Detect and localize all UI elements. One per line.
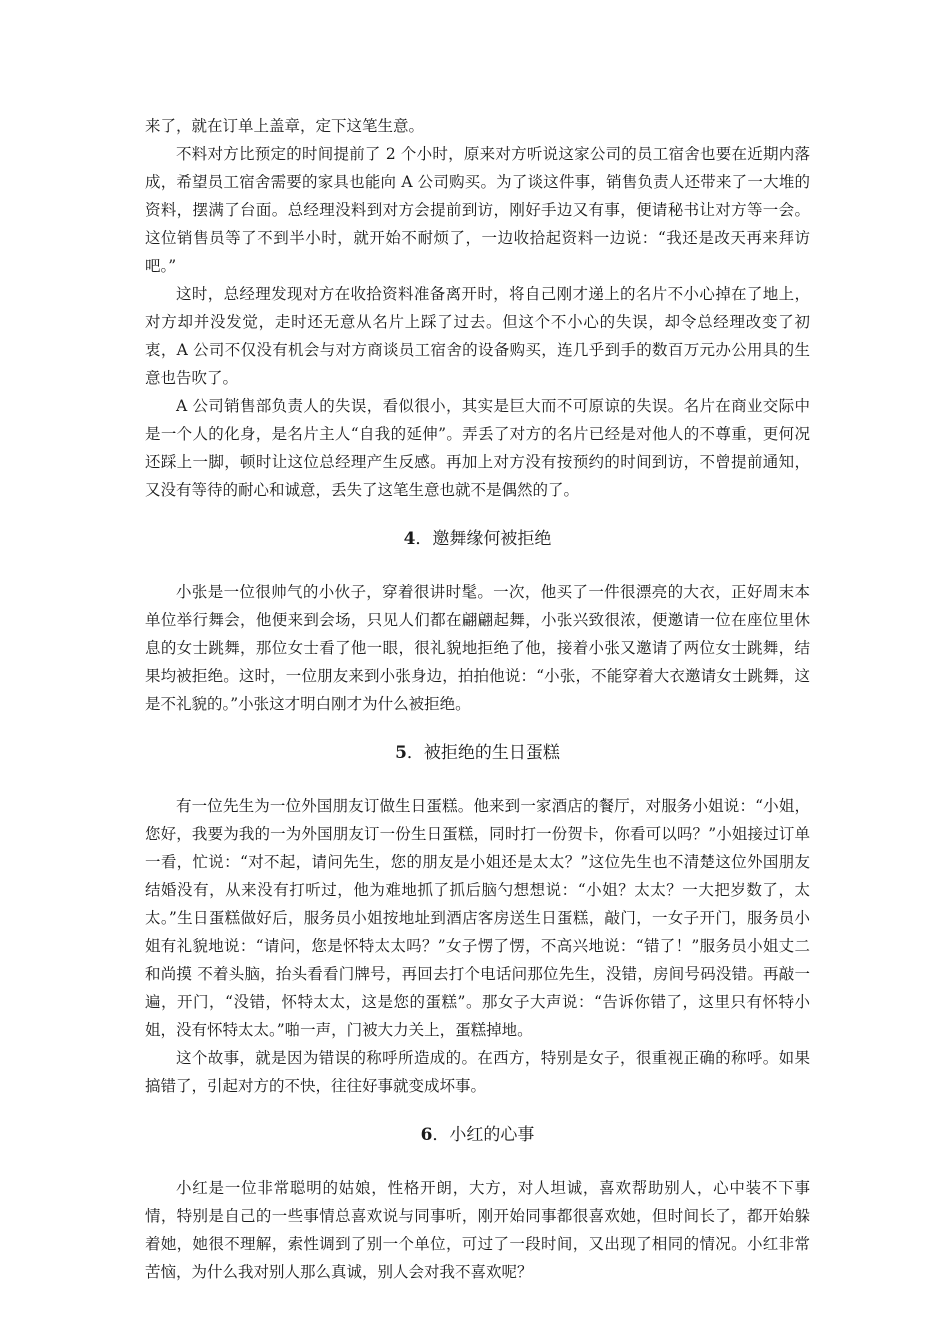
section-title-5: ．被拒绝的生日蛋糕	[406, 743, 560, 763]
paragraph-cake-lesson: 这个故事，就是因为错误的称呼所造成的。在西方，特别是女子，很重视正确的称呼。如果搞错了，引起对方的不快，往往好事就变成坏事。	[145, 1049, 810, 1095]
paragraph-dance-story: 小张是一位很帅气的小伙子，穿着很讲时髦。一次，他买了一件很漂亮的大衣，正好周末本单位举行舞会，他便来到会场，只见人们都在翩翩起舞，小张兴致很浓，便邀请一位在座位里休息的女士跳舞，那位女士看了他一眼，很礼貌地拒绝了他，接着小张又邀请了两位女士跳舞，结果均被拒绝。这时，一位朋友来到小张身边，拍拍他说：“小张，不能穿着大衣邀请女士跳舞，这是不礼貌的。”小张这才明白刚才为什么被拒绝。	[145, 583, 810, 713]
section-heading-6	[145, 1120, 810, 1150]
paragraph-business-card-dropped: 这时，总经理发现对方在收拾资料准备离开时，将自己刚才递上的名片不小心掉在了地上，对方却并没发觉，走时还无意从名片上踩了过去。但这个不小心的失误，却令总经理改变了初衷，A 公司不仅没有机会与对方商谈员工宿舍的设备购买，连几乎到手的数百万元办公用具的生意也告吹了。	[145, 285, 810, 387]
section-title-4: ．邀舞缘何被拒绝	[415, 529, 552, 549]
document-page	[145, 112, 810, 1286]
section-number-6: 6	[420, 1125, 433, 1145]
section-heading-4	[145, 524, 810, 554]
section-number-4: 4	[403, 529, 416, 549]
paragraph-analysis: A 公司销售部负责人的失误，看似很小，其实是巨大而不可原谅的失误。名片在商业交际中是一个人的化身，是名片主人“自我的延伸”。弄丢了对方的名片已经是对他人的不尊重，更何况还踩上一脚，顿时让这位总经理产生反感。再加上对方没有按预约的时间到访，不曾提前通知，又没有等待的耐心和诚意，丢失了这笔生意也就不是偶然的了。	[145, 397, 810, 499]
paragraph-xiaohong-story: 小红是一位非常聪明的姑娘，性格开朗，大方，对人坦诚，喜欢帮助别人，心中装不下事情，特别是自己的一些事情总喜欢说与同事听，刚开始同事都很喜欢她，但时间长了，都开始躲着她，她很不理解，索性调到了别一个单位，可过了一段时间，又出现了相同的情况。小红非常苦恼，为什么我对别人那么真诚，别人会对我不喜欢呢？	[145, 1179, 810, 1281]
paragraph-early-visit: 不料对方比预定的时间提前了 2 个小时，原来对方听说这家公司的员工宿舍也要在近期内落成，希望员工宿舍需要的家具也能向 A 公司购买。为了谈这件事，销售负责人还带来了一大堆的资料，摆满了台面。总经理没料到对方会提前到访，刚好手边又有事，便请秘书让对方等一会。这位销售员等了不到半小时，就开始不耐烦了，一边收拾起资料一边说：“我还是改天再来拜访吧。”	[145, 145, 810, 275]
paragraph-cake-story: 有一位先生为一位外国朋友订做生日蛋糕。他来到一家酒店的餐厅，对服务小姐说：“小姐，您好，我要为我的一为外国朋友订一份生日蛋糕，同时打一份贺卡，你看可以吗？”小姐接过订单一看，忙说：“对不起，请问先生，您的朋友是小姐还是太太？”这位先生也不清楚这位外国朋友结婚没有，从来没有打听过，他为难地抓了抓后脑勺想想说：“小姐？太太？一大把岁数了，太太。”生日蛋糕做好后，服务员小姐按地址到酒店客房送生日蛋糕，敲门，一女子开门，服务员小姐有礼貌地说：“请问，您是怀特太太吗？”女子愣了愣，不高兴地说：“错了！”服务员小姐丈二和尚摸 不着头脑，抬头看看门牌号，再回去打个电话问那位先生，没错，房间号码没错。再敲一遍，开门，“没错，怀特太太，这是您的蛋糕”。那女子大声说：“告诉你错了，这里只有怀特小姐，没有怀特太太。”啪一声，门被大力关上，蛋糕掉地。	[145, 797, 810, 1039]
section-title-6: ．小红的心事	[432, 1125, 535, 1145]
section-heading-5	[145, 738, 810, 768]
section-number-5: 5	[395, 743, 407, 763]
paragraph-continued: 来了，就在订单上盖章，定下这笔生意。	[145, 117, 425, 135]
